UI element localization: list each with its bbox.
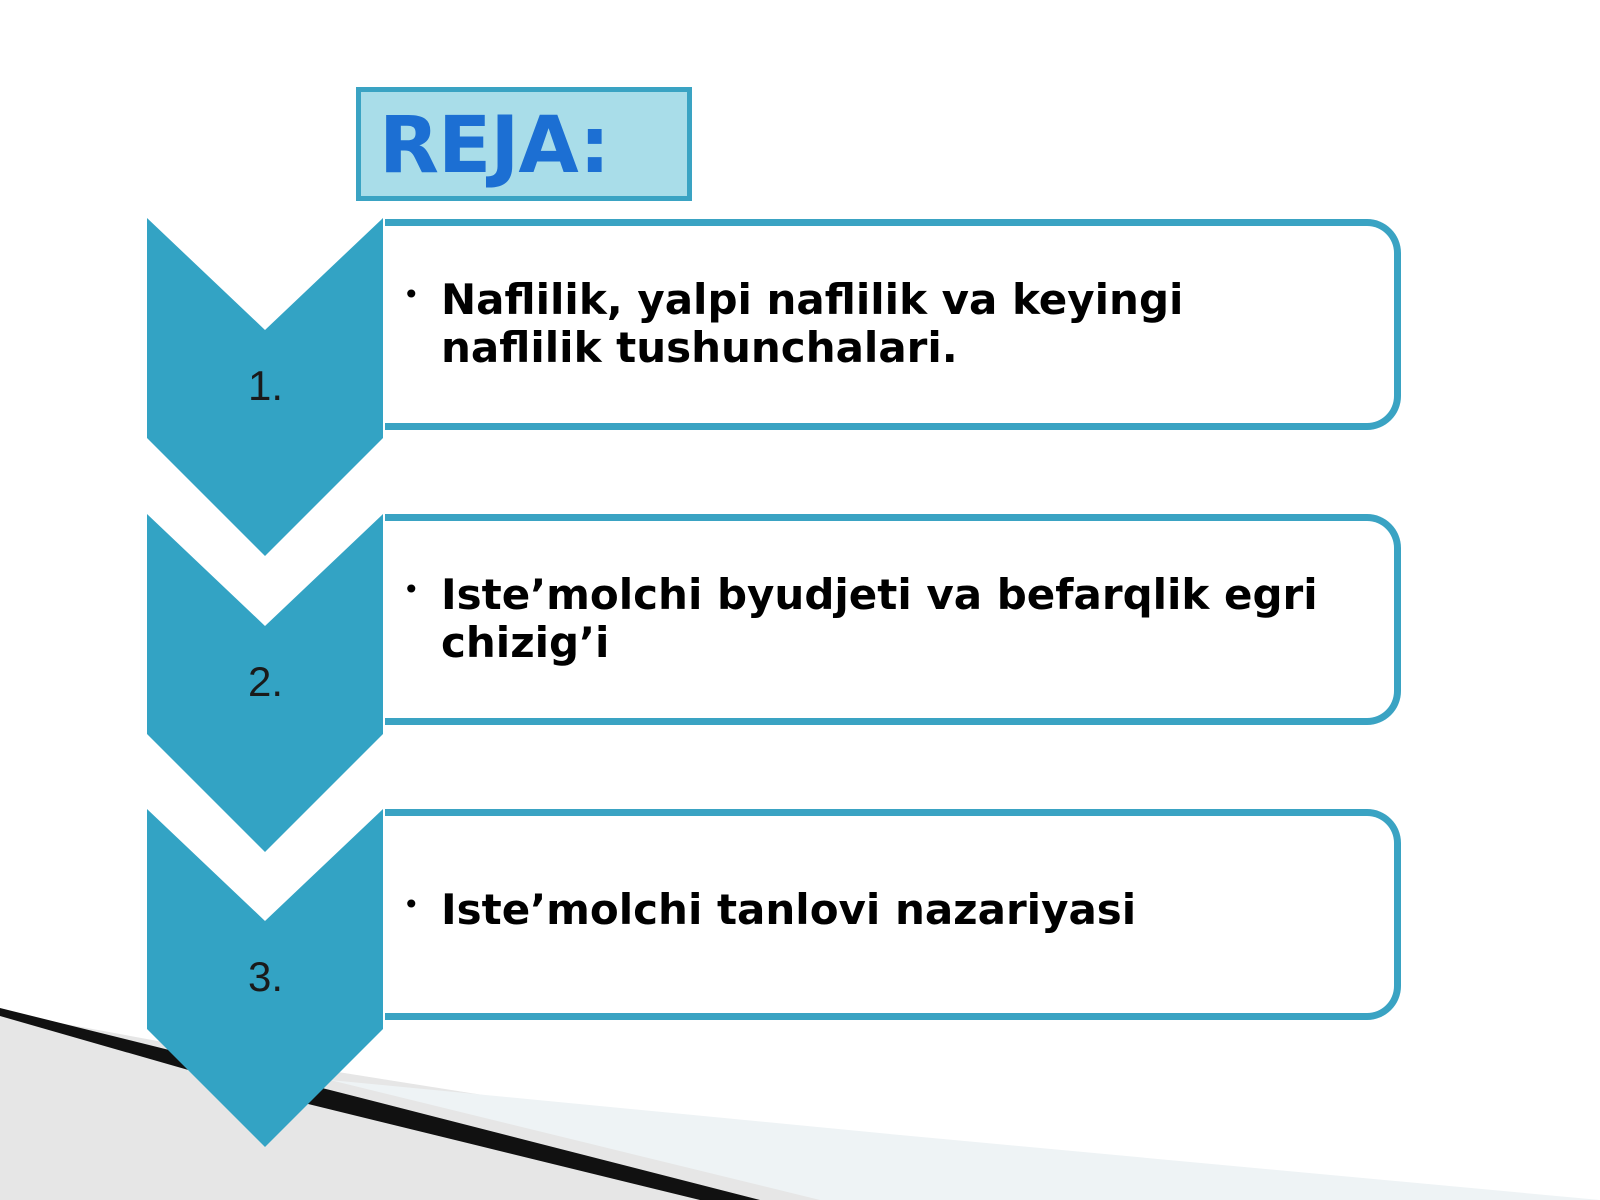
step-number-3: 3. [248,953,284,1000]
bullet-icon: • [403,573,420,606]
bullet-icon: • [403,888,420,921]
list-item-text: Naflilik, yalpi naflilik va keyingi naflilik tushunchalari. [441,275,1184,372]
step-number-1: 1. [248,362,284,409]
list-item-text: Iste’molchi byudjeti va befarqlik egri chizig’i [441,570,1318,667]
list-item-3 [385,809,1401,1020]
step-number-2: 2. [248,658,284,705]
bullet-icon: • [403,278,420,311]
page-title: REJA: [379,101,610,191]
list-item-2 [385,514,1401,725]
title-box [356,87,692,201]
list-item-1 [385,219,1401,430]
list-item-text: Iste’molchi tanlovi nazariyasi [441,885,1137,934]
